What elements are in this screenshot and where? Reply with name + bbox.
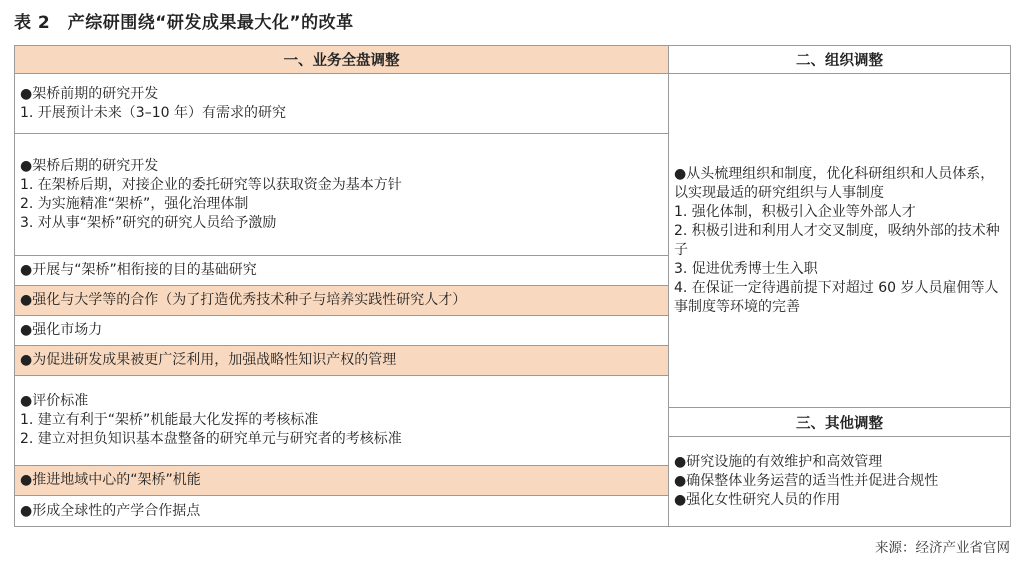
row-text: 2. 为实施精准“架桥”，强化治理体制: [20, 195, 249, 212]
table-row: [15, 256, 668, 286]
other-text: ●强化女性研究人员的作用: [674, 492, 841, 508]
org-text: 2. 积极引进和利用人才交叉制度，吸纳外部的技术种子: [674, 222, 1000, 258]
org-text: 3. 促进优秀博士生入职: [674, 260, 818, 277]
table-row: [15, 286, 668, 316]
table-row: [15, 496, 668, 526]
row-text: 2. 建立对担负知识基本盘整备的研究单元与研究者的考核标准: [20, 431, 402, 447]
row-text: ●架桥后期的研究开发: [20, 157, 159, 174]
other-text: ●研究设施的有效维护和高效管理: [674, 454, 883, 470]
org-body: [669, 74, 1010, 408]
row-text: ●开展与“架桥”相衔接的目的基础研究: [20, 262, 257, 278]
org-text: 4. 在保证一定待遇前提下对超过 60 岁人员雇佣等人事制度等环境的完善: [674, 279, 999, 315]
table-row: [15, 376, 668, 466]
row-text: ●评价标准: [20, 393, 89, 409]
right-column: [669, 46, 1010, 526]
table-row: [15, 74, 668, 134]
table-row: [15, 316, 668, 346]
table-row: [15, 466, 668, 496]
row-text: 1. 在架桥后期，对接企业的委托研究等以获取资金为基本方针: [20, 176, 402, 193]
row-text: ●强化市场力: [20, 322, 103, 338]
row-text: ●为促进研发成果被更广泛利用，加强战略性知识产权的管理: [20, 352, 397, 368]
org-text: ●从头梳理组织和制度，优化科研组织和人员体系，以实现最适的研究组织与人事制度: [674, 165, 995, 201]
left-column: [15, 46, 669, 526]
row-text: 3. 对从事“架桥”研究的研究人员给予激励: [20, 214, 277, 231]
row-text: ●强化与大学等的合作（为了打造优秀技术种子与培养实践性研究人才）: [20, 292, 467, 308]
source-note: 来源：经济产业省官网: [875, 540, 1010, 556]
table-title: 表 2 产综研围绕“研发成果最大化”的改革: [14, 13, 354, 33]
other-text: ●确保整体业务运营的适当性并促进合规性: [674, 473, 939, 489]
table-row: [15, 346, 668, 376]
row-text: ●架桥前期的研究开发: [20, 85, 159, 102]
left-header: 一、业务全盘调整: [15, 46, 668, 74]
other-header: 三、其他调整: [669, 408, 1010, 437]
row-text: ●推进地域中心的“架桥”机能: [20, 472, 201, 488]
row-text: 1. 建立有利于“架桥”机能最大化发挥的考核标准: [20, 412, 319, 428]
reform-table: [14, 45, 1011, 527]
row-text: ●形成全球性的产学合作据点: [20, 502, 201, 519]
row-text: 1. 开展预计未来（3–10 年）有需求的研究: [20, 104, 286, 121]
org-header: 二、组织调整: [669, 46, 1010, 74]
other-body: [669, 437, 1010, 526]
org-text: 1. 强化体制，积极引入企业等外部人才: [674, 203, 916, 220]
table-row: [15, 134, 668, 256]
